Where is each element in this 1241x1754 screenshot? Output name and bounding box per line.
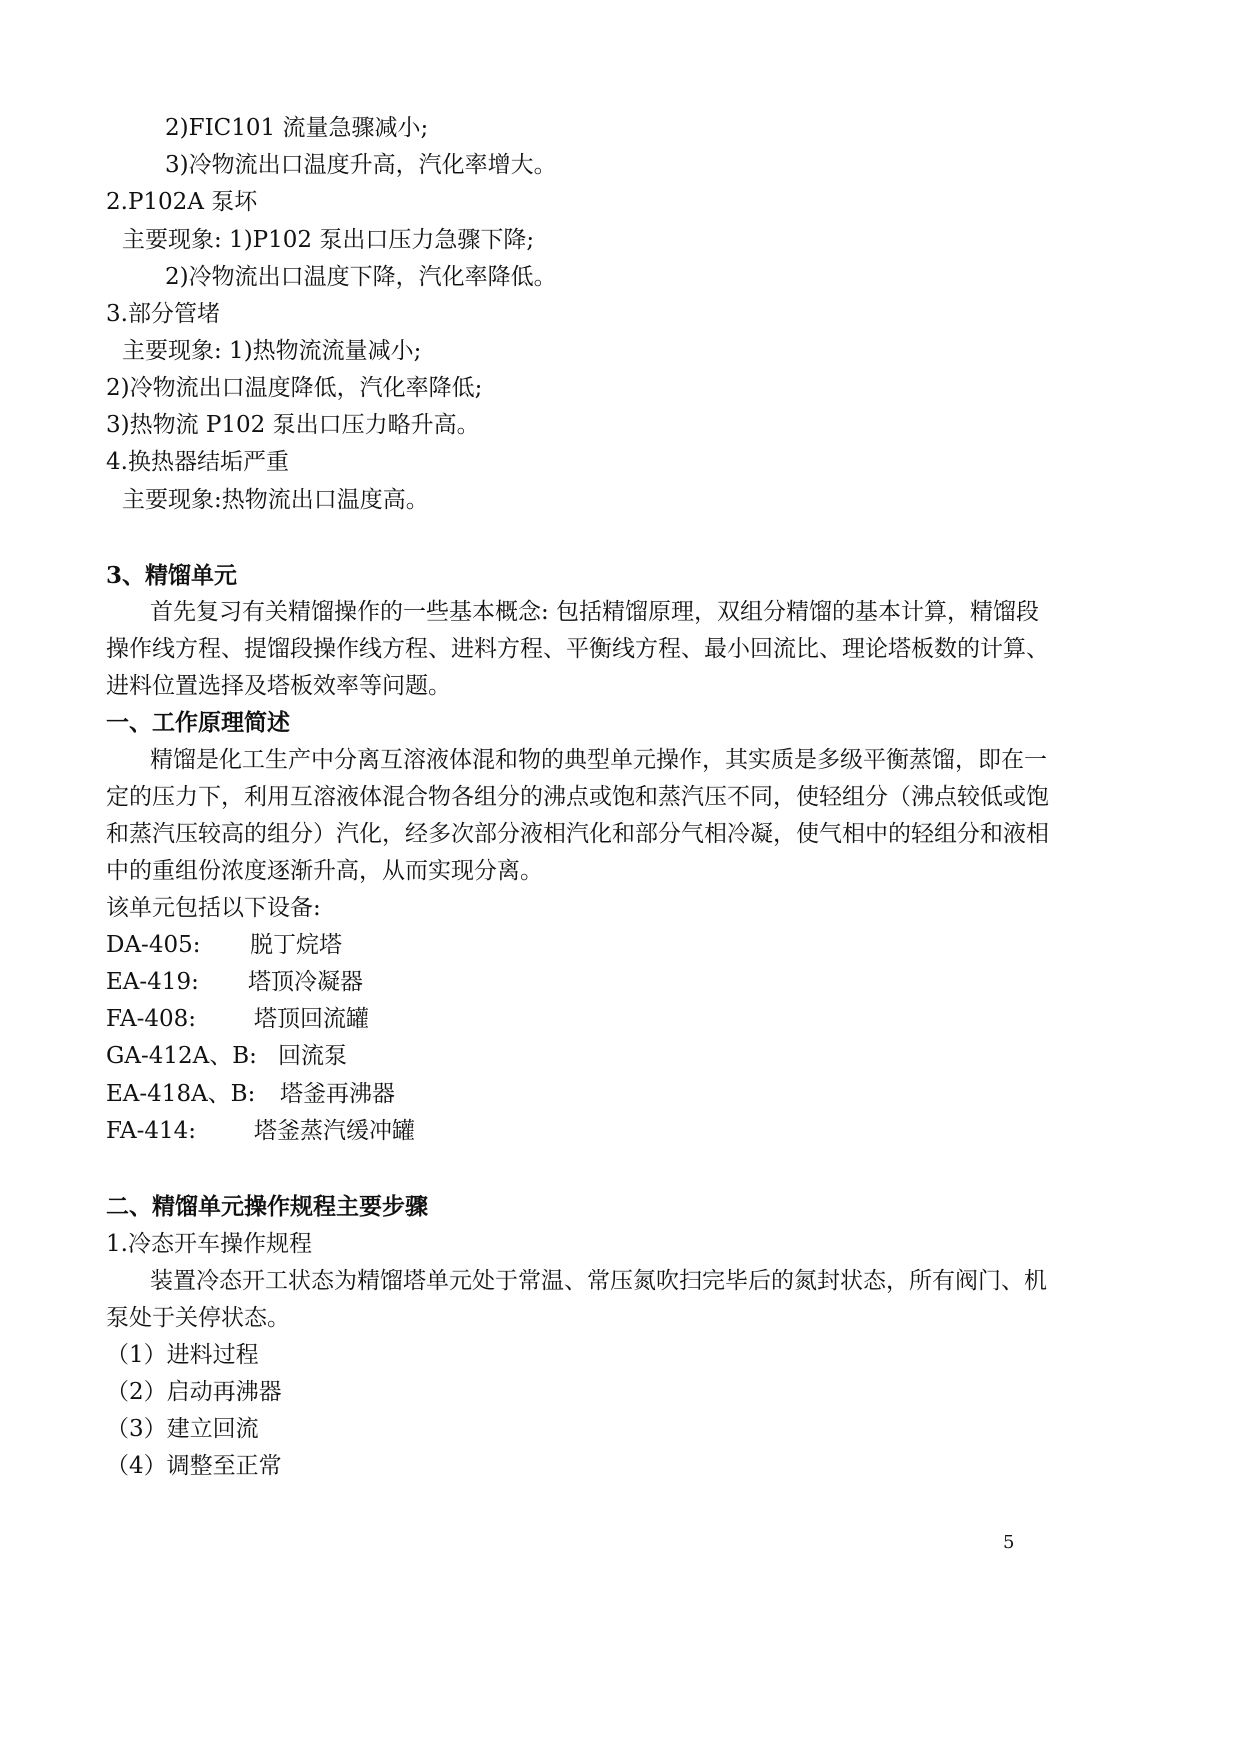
- fault-item: 主要现象:热物流出口温度高。: [122, 487, 429, 513]
- paragraph-line: 进料位置选择及塔板效率等问题。: [106, 673, 451, 699]
- equipment-name: 回流泵: [278, 1043, 347, 1069]
- fault-item: 2)冷物流出口温度降低，汽化率降低;: [106, 375, 483, 401]
- paragraph-line: 泵处于关停状态。: [106, 1305, 290, 1331]
- part-title: 一、工作原理简述: [106, 709, 290, 736]
- paragraph-line: 定的压力下，利用互溶液体混合物各组分的沸点或饱和蒸汽压不同，使轻组分（沸点较低或饱: [106, 784, 1049, 810]
- equipment-code: EA-418A、B:: [106, 1081, 256, 1107]
- fault-heading: 2.P102A 泵坏: [106, 189, 258, 215]
- equipment-name: 塔釜蒸汽缓冲罐: [254, 1118, 415, 1144]
- fault-item: 主要现象: 1)P102 泵出口压力急骤下降;: [122, 227, 535, 253]
- equipment-name: 脱丁烷塔: [250, 932, 342, 958]
- fault-heading: 3.部分管堵: [106, 301, 220, 327]
- paragraph-line: 精馏是化工生产中分离互溶液体混和物的典型单元操作，其实质是多级平衡蒸馏，即在一: [150, 747, 1047, 773]
- step-item: （4）调整至正常: [106, 1453, 282, 1479]
- equipment-code: DA-405:: [106, 932, 201, 958]
- step-item: （3）建立回流: [106, 1416, 259, 1442]
- fault-item: 主要现象: 1)热物流流量减小;: [122, 338, 422, 364]
- equipment-code: EA-419:: [106, 969, 199, 995]
- equipment-name: 塔顶冷凝器: [248, 969, 363, 995]
- equipment-name: 塔顶回流罐: [254, 1006, 369, 1032]
- paragraph-line: 首先复习有关精馏操作的一些基本概念: 包括精馏原理，双组分精馏的基本计算，精馏段: [150, 599, 1040, 625]
- paragraph-line: 和蒸汽压较高的组分）汽化，经多次部分液相汽化和部分气相冷凝，使气相中的轻组分和液相: [106, 821, 1049, 847]
- step-item: （2）启动再沸器: [106, 1379, 282, 1405]
- equipment-name: 塔釜再沸器: [280, 1081, 395, 1107]
- step-item: （1）进料过程: [106, 1342, 259, 1368]
- part-title: 二、精馏单元操作规程主要步骤: [106, 1193, 428, 1220]
- paragraph-line: 操作线方程、提馏段操作线方程、进料方程、平衡线方程、最小回流比、理论塔板数的计算、: [106, 636, 1049, 662]
- paragraph-line: 装置冷态开工状态为精馏塔单元处于常温、常压氮吹扫完毕后的氮封状态，所有阀门、机: [150, 1268, 1047, 1294]
- section-title: 3、精馏单元: [106, 562, 238, 589]
- page-number: 5: [1003, 1532, 1015, 1553]
- paragraph-line: 中的重组份浓度逐渐升高，从而实现分离。: [106, 858, 543, 884]
- fault-item: 2)冷物流出口温度下降，汽化率降低。: [165, 264, 557, 290]
- fault-heading: 4.换热器结垢严重: [106, 449, 289, 475]
- subsection-title: 1.冷态开车操作规程: [106, 1231, 312, 1257]
- fault-item: 3)冷物流出口温度升高，汽化率增大。: [165, 152, 557, 178]
- equipment-code: FA-408:: [106, 1006, 196, 1032]
- fault-item: 2)FIC101 流量急骤减小;: [165, 115, 429, 141]
- equipment-code: GA-412A、B:: [106, 1043, 257, 1069]
- equipment-code: FA-414:: [106, 1118, 196, 1144]
- fault-item: 3)热物流 P102 泵出口压力略升高。: [106, 412, 480, 438]
- paragraph-line: 该单元包括以下设备:: [106, 895, 321, 921]
